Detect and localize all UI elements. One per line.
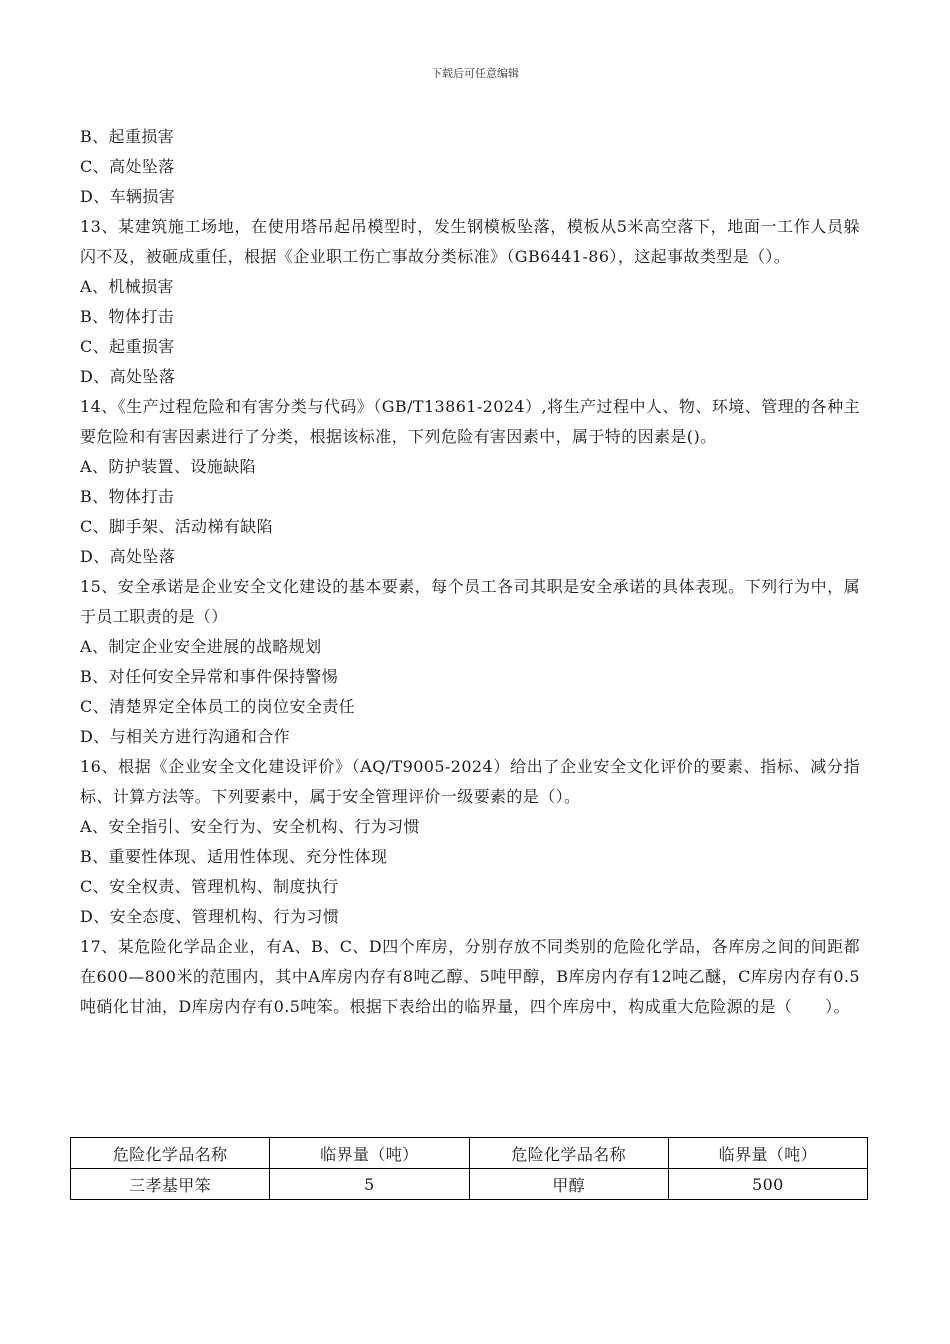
- question-16-option-d: D、安全态度、管理机构、行为习惯: [80, 907, 340, 926]
- question-15-option-c: C、清楚界定全体员工的岗位安全责任: [80, 697, 356, 716]
- table-cell: 5: [270, 1169, 469, 1200]
- table-header-cell: 临界量（吨）: [668, 1138, 867, 1169]
- question-16-option-c: C、安全权责、管理机构、制度执行: [80, 877, 339, 896]
- table-header-row: [71, 1138, 868, 1169]
- question-16-option-b: B、重要性体现、适用性体现、充分性体现: [80, 847, 388, 866]
- critical-quantity-table: [70, 1137, 868, 1200]
- option-line: D、车辆损害: [80, 187, 176, 206]
- table-header-cell: 危险化学品名称: [71, 1138, 270, 1169]
- question-15-option-b: B、对任何安全异常和事件保持警惕: [80, 667, 339, 686]
- question-13-option-d: D、高处坠落: [80, 367, 176, 386]
- question-14-option-b: B、物体打击: [80, 487, 175, 506]
- option-line: C、高处坠落: [80, 157, 175, 176]
- document-body: [80, 122, 860, 1022]
- question-15-option-d: D、与相关方进行沟通和合作: [80, 727, 291, 746]
- question-14-option-d: D、高处坠落: [80, 547, 176, 566]
- table-cell: 500: [668, 1169, 867, 1200]
- page-header: 下载后可任意编辑: [431, 67, 519, 80]
- question-15-option-a: A、制定企业安全进展的战略规划: [80, 637, 322, 656]
- question-13-option-b: B、物体打击: [80, 307, 175, 326]
- question-14-option-a: A、防护装置、设施缺陷: [80, 457, 256, 476]
- question-13-option-a: A、机械损害: [80, 277, 174, 296]
- question-13-option-c: C、起重损害: [80, 337, 175, 356]
- question-15-stem: 15、安全承诺是企业安全文化建设的基本要素，每个员工各司其职是安全承诺的具体表现。下列行为中，属于员工职责的是（）: [80, 577, 860, 626]
- option-line: B、起重损害: [80, 127, 175, 146]
- question-14-option-c: C、脚手架、活动梯有缺陷: [80, 517, 274, 536]
- table-row: [71, 1169, 868, 1200]
- table-header-cell: 危险化学品名称: [469, 1138, 668, 1169]
- question-17-stem: 17、某危险化学品企业，有A、B、C、D四个库房，分别存放不同类别的危险化学品，各库房之间的间距都在600—800米的范围内，其中A库房内存有8吨乙醇、5吨甲醇，B库房内存有12吨乙醚，C库房内存有0.5吨硝化甘油，D库房内存有0.5吨笨。根据下表给出的临界量，四个库房中，构成重大危险源的是（ ）。: [80, 937, 860, 1016]
- question-16-stem: 16、根据《企业安全文化建设评价》（AQ/T9005-2024）给出了企业安全文化评价的要素、指标、减分指标、计算方法等。下列要素中，属于安全管理评价一级要素的是（）。: [80, 757, 860, 806]
- question-13-stem: 13、某建筑施工场地，在使用塔吊起吊模型时，发生钢模板坠落，模板从5米高空落下，地面一工作人员躲闪不及，被砸成重任，根据《企业职工伤亡事故分类标准》（GB6441-86），这起事故类型是（）。: [80, 217, 860, 266]
- table-cell: 甲醇: [469, 1169, 668, 1200]
- table-cell: 三孝基甲笨: [71, 1169, 270, 1200]
- table-header-cell: 临界量（吨）: [270, 1138, 469, 1169]
- question-14-stem: 14、《生产过程危险和有害分类与代码》（GB/T13861-2024）,将生产过程中人、物、环境、管理的各种主要危险和有害因素进行了分类，根据该标准，下列危险有害因素中，属于特的因素是()。: [80, 397, 860, 446]
- question-16-option-a: A、安全指引、安全行为、安全机构、行为习惯: [80, 817, 420, 836]
